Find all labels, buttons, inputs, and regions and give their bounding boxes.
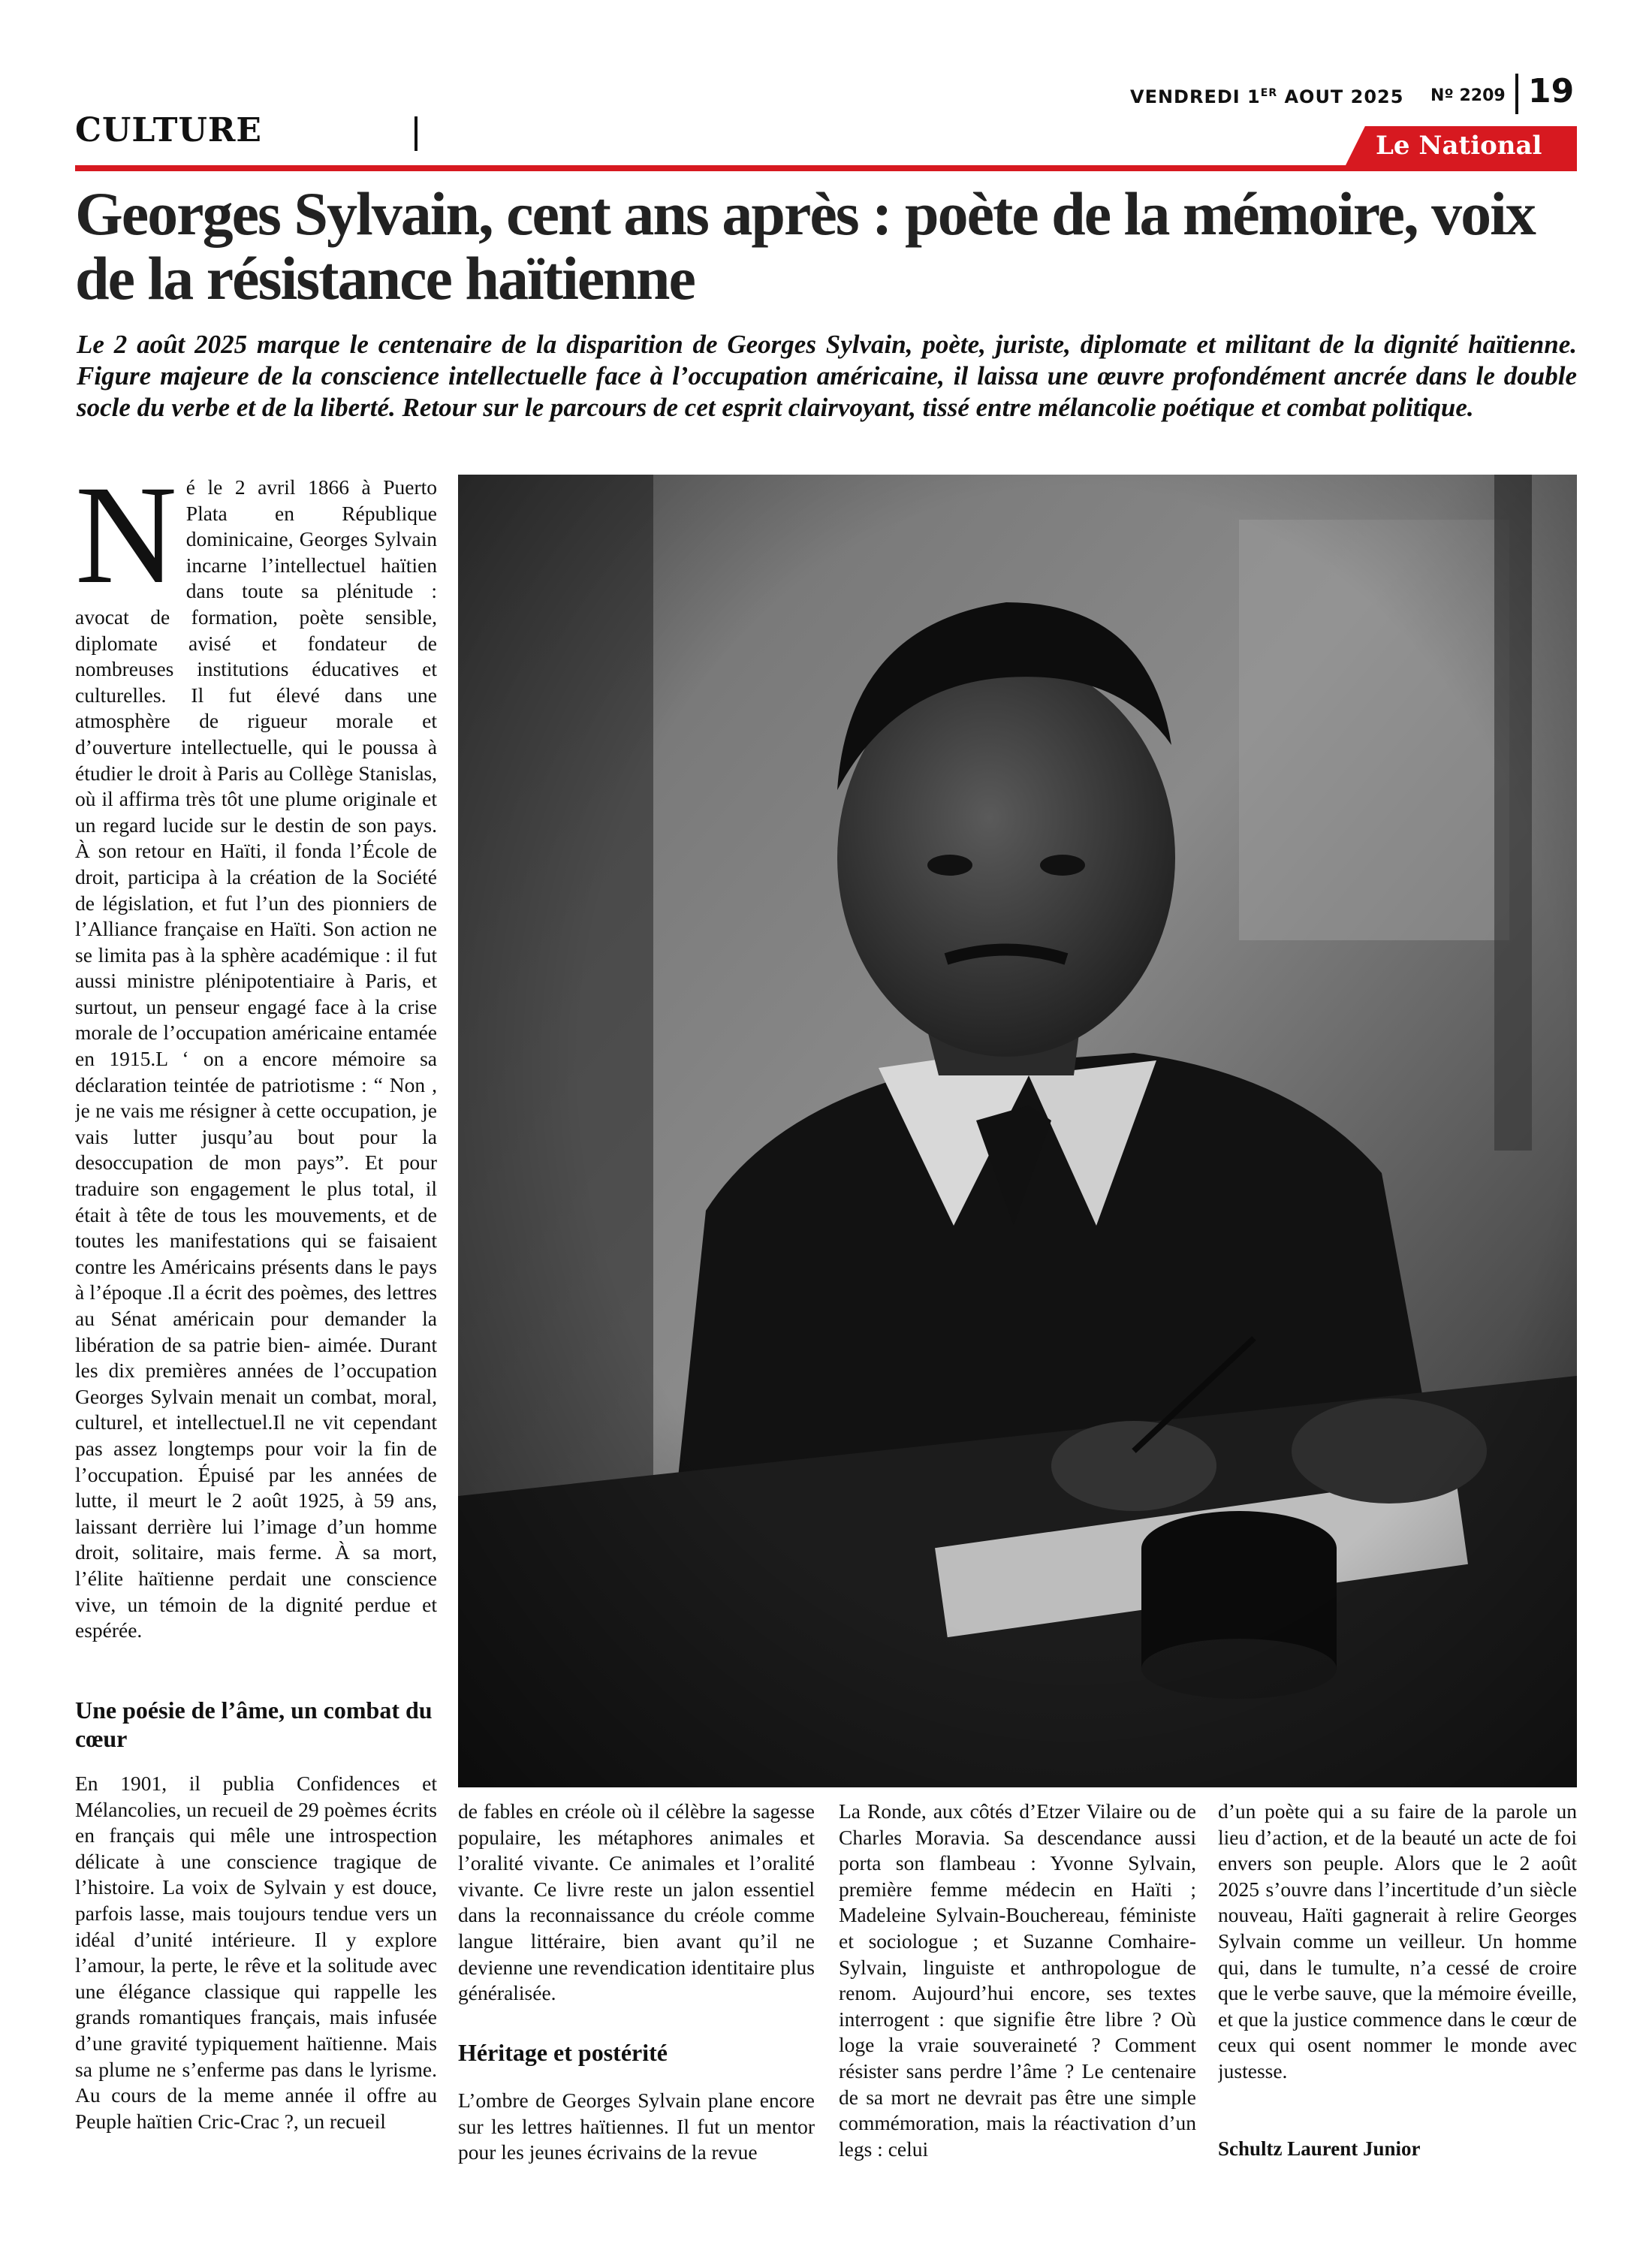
issue-date — [1130, 86, 1403, 107]
issue-number: Nº 2209 — [1430, 86, 1506, 105]
author-byline: Schultz Laurent Junior — [1218, 2137, 1421, 2160]
poesie-text-a: En 1901, il publia Confidences et Mélancolies, un recueil de 29 poèmes écrits en français qui mêle une introspection délicate à une conscience tragique de l’histoire. La voix de Sylvain y est douce, parfois lasse, mais toujours tendue vers un idéal d’unité intérieure. Il y explore l’amour, la perte, le rêve et la solitude avec une élégance classique qui rappelle les grands romantiques français, mais infusée d’une gravité typiquement haïtienne. Mais sa plume ne s’enferme pas dans le lyrisme. Au cours de la meme année il offre au Peuple haïtien Cric-Crac ?, un recueil — [75, 1772, 437, 2133]
issue-date-main: VENDREDI 1 — [1130, 86, 1261, 107]
article-headline: Georges Sylvain, cent ans après : poète de la mémoire, voix de la résistance haïtienne — [75, 179, 1535, 312]
section-label: CULTURE — [75, 111, 262, 149]
subhead-heritage: Héritage et postérité — [458, 2039, 668, 2066]
subhead-poesie: Une poésie de l’âme, un combat du cœur — [75, 1697, 433, 1752]
article-intro — [75, 475, 437, 1684]
heritage-text-c: d’un poète qui a su faire de la parole un lieu d’action, et de la beauté un acte de foi envers son peuple. Alors que le 2 août 2025 s’ouvre dans l’incertitude d’un siècle nouveau, Haïti gagnerait à relire Georges Sylvain comme un veilleur. Un homme qui, dans le tumulte, n’a cessé de croire que le verbe sauve, que la mémoire éveille, et que la justice commence dans le cœur de ceux qui osent nommer le monde avec justesse. — [1218, 1799, 1577, 2083]
header-rule — [75, 165, 1577, 171]
issue-date-sup: ER — [1260, 87, 1278, 99]
brand-name: Le National — [1376, 131, 1542, 161]
section-divider — [415, 116, 418, 151]
page-number: 19 — [1528, 72, 1575, 110]
article-deck: Le 2 août 2025 marque le centenaire de la disparition de Georges Sylvain, poète, juriste, diplomate et militant de la dignité haïtienne. Figure majeure de la conscience intellectuelle face à l’occupation américaine, il laissa une œuvre profondément ancrée dans le double socle du verbe et de la liberté. Retour sur le parcours de cet esprit clairvoyant, tissé entre mélancolie poétique et combat politique. — [77, 330, 1577, 422]
portrait-photo — [458, 475, 1577, 1787]
poesie-text-b: de fables en créole où il célèbre la sagesse populaire, les métaphores animales et l’oralité vivante. Ce animales et l’oralité vivante. Ce livre reste un jalon essentiel dans la reconnaissance du créole comme langue littéraire, bien avant qu’il ne devienne une revendication identitaire plus généralisée. — [458, 1799, 815, 2005]
issue-date-rest: AOUT 2025 — [1277, 86, 1404, 107]
portrait-photo-illustration — [458, 475, 1577, 1787]
intro-paragraph: é le 2 avril 1866 à Puerto Plata en République dominicaine, Georges Sylvain incarne l’intellectuel haïtien dans toute sa plénitude : avocat de formation, poète sensible, diplomate avisé et fondateur de nombreuses institutions éducatives et culturelles. Il fut élevé dans une atmosphère de rigueur morale et d’ouverture intellectuelle, qui le poussa à étudier le droit à Paris au Collège Stanislas, où il affirma très tôt une plume originale et un regard lucide sur le destin de son pays. À son retour en Haïti, il fonda l’École de droit, participa à la création de la Société de législation, et fut l’un des pionniers de l’Alliance française en Haïti. Son action ne se limita pas à la sphère académique : il fut aussi ministre plénipotentiaire à Paris, et surtout, un penseur engagé face à la crise morale de l’occupation américaine entamée en 1915.L ‘ on a encore mémoire sa déclaration teintée de patriotisme : “ Non , je ne vais me résigner à cette occupation, je vais lutter jusqu’au bout pour la desoccupation de mon pays”. Et pour traduire son engagement le plus total, il était à tête de tous les mouvements, et de toutes les manifestations qui se faisaient contre les Américains présents dans le pays à l’époque .Il a écrit des poèmes, des lettres au Sénat américain pour demander la libération de sa patrie bien- aimée. Durant les dix premières années de l’occupation Georges Sylvain menait un combat, moral, culturel, et intellectuel.Il ne vit cependant pas assez longtemps pour voir la fin de l’occupation. Épuisé par les années de lutte, il meurt le 2 août 1925, à 59 ans, laissant derrière lui l’image d’un homme droit, solitaire, mais ferme. À sa mort, l’élite haïtienne perdait une conscience vive, un témoin de la dignité perdue et espérée. — [75, 475, 437, 1642]
heritage-text-a: L’ombre de Georges Sylvain plane encore sur les lettres haïtiennes. Il fut un mentor pour les jeunes écrivains de la revue — [458, 2089, 815, 2164]
heritage-text-b: La Ronde, aux côtés d’Etzer Vilaire ou de Charles Moravia. Sa descendance aussi porta son flambeau : Yvonne Sylvain, première femme médecin en Haïti ; Madeleine Sylvain-Bouchereau, féministe et sociologue ; et Suzanne Comhaire-Sylvain, linguiste et anthropologue de renom. Aujourd’hui encore, ses textes interrogent : que signifie être libre ? Où loge la vraie souveraineté ? Comment résister sans perdre l’âme ? Le centenaire de sa mort ne devrait pas être une simple commémoration, mais la réactivation d’un legs : celui — [839, 1799, 1196, 2161]
page-number-divider — [1515, 74, 1518, 114]
drop-cap: N — [75, 475, 177, 613]
